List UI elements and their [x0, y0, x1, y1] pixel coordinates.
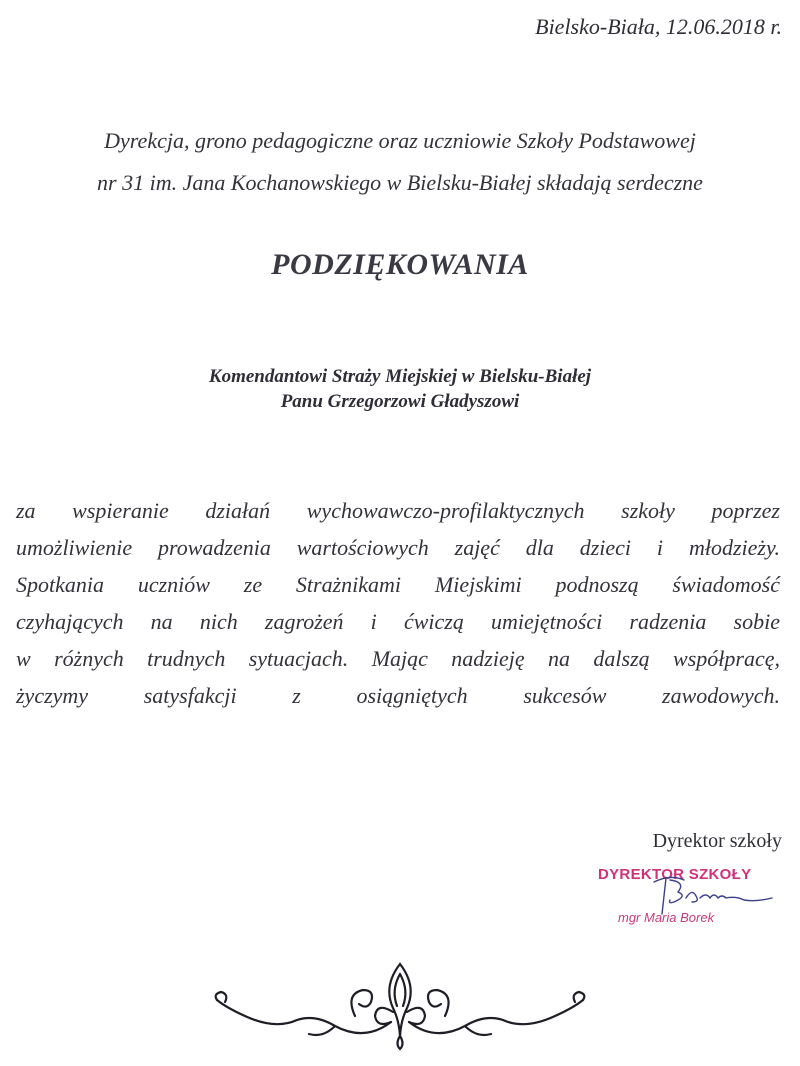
body-line: czyhających na nich zagrożeń i ćwiczą umiejętności radzenia sobie: [16, 609, 780, 634]
body-paragraph: [16, 492, 780, 714]
stamp-name: mgr Maria Borek: [618, 910, 715, 925]
date-line: Bielsko-Biała, 12.06.2018 r.: [535, 14, 782, 39]
body-line: Spotkania uczniów ze Strażnikami Miejskimi podnoszą świadomość: [16, 572, 780, 597]
decorative-ornament-icon: [205, 956, 595, 1051]
intro-line-1: Dyrekcja, grono pedagogiczne oraz uczniowie Szkoły Podstawowej: [104, 128, 696, 153]
letter-title: PODZIĘKOWANIA: [271, 248, 529, 281]
body-line: życzymy satysfakcji z osiągniętych sukcesów zawodowych.: [16, 683, 780, 708]
recipient-block: [0, 364, 800, 414]
body-line: w różnych trudnych sytuacjach. Mając nadzieję na dalszą współpracę,: [16, 646, 780, 671]
signatory-role: Dyrektor szkoły: [652, 830, 782, 852]
recipient-line-2: Panu Grzegorzowi Gładyszowi: [280, 391, 520, 412]
intro-paragraph: [20, 120, 780, 204]
intro-line-2: nr 31 im. Jana Kochanowskiego w Bielsku-Białej składają serdeczne: [97, 170, 703, 195]
stamp-title: DYREKTOR SZKOŁY: [598, 866, 752, 883]
body-line: umożliwienie prowadzenia wartościowych zajęć dla dzieci i młodzieży.: [16, 535, 780, 560]
recipient-line-1: Komendantowi Straży Miejskiej w Bielsku-Białej: [208, 366, 592, 387]
body-line: za wspieranie działań wychowawczo-profilaktycznych szkoły poprzez: [16, 498, 780, 523]
